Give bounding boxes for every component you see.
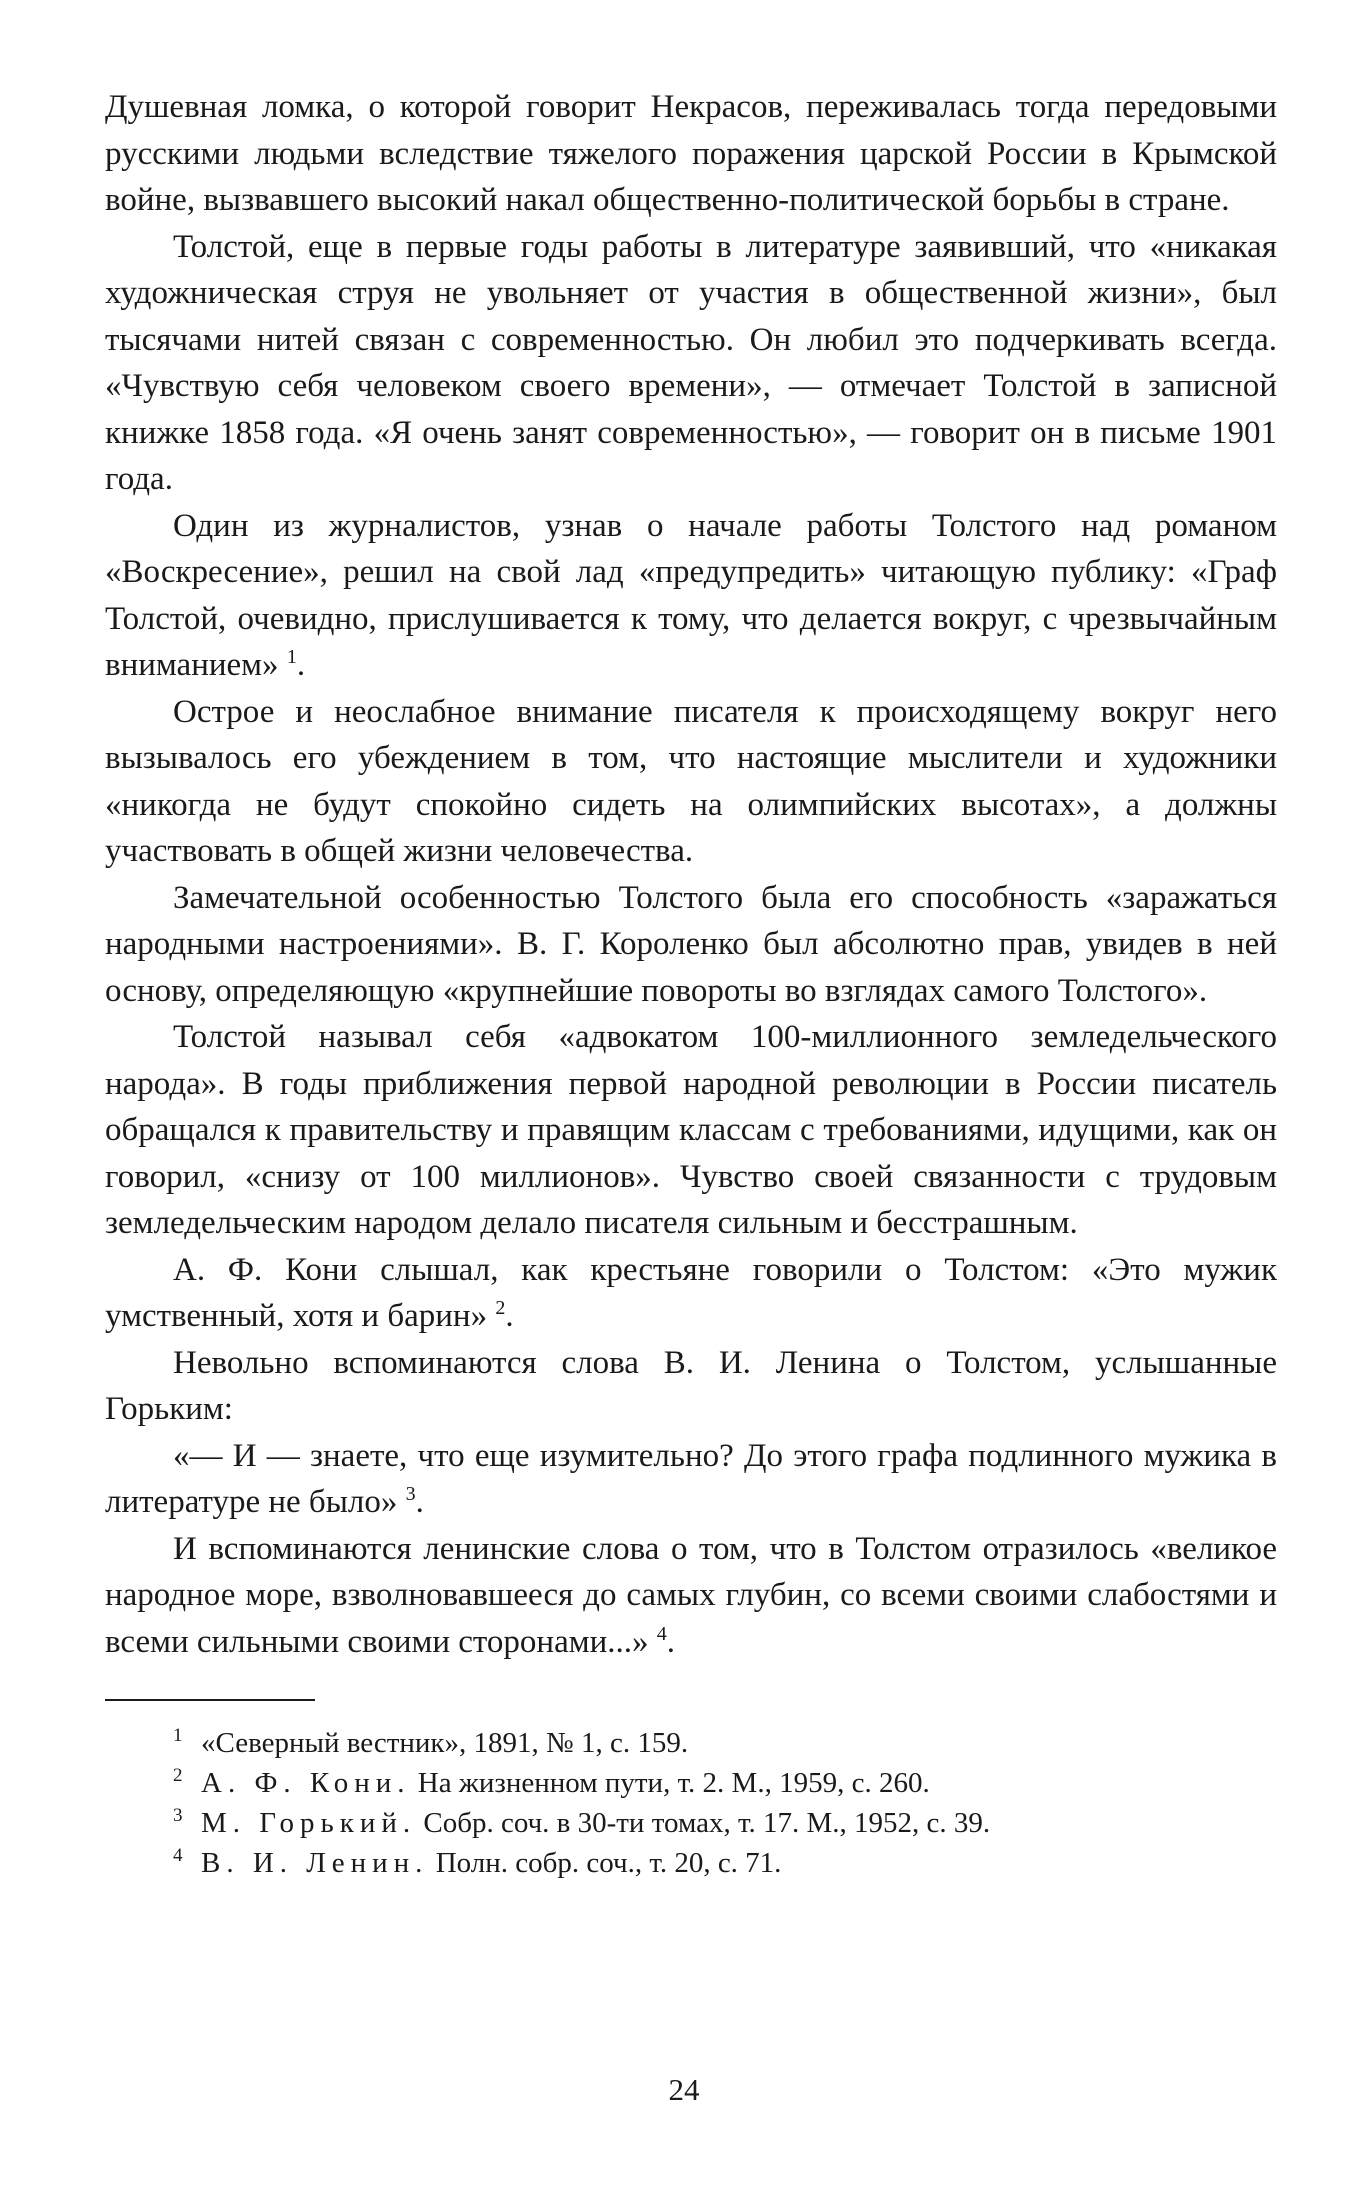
- paragraph-text: Душевная ломка, о которой говорит Некрасов, переживалась тогда передовыми русскими людьми вследствие тяжелого поражения царской России в Крымской войне, вызвавшего высокий накал общественно-политической борьбы в стране.: [105, 89, 1277, 218]
- paragraph-punct: .: [505, 1298, 514, 1334]
- footnote-text: Полн. собр. соч., т. 20, с. 71.: [428, 1847, 782, 1879]
- paragraph-4: [105, 689, 1277, 875]
- page-body: [105, 84, 1277, 1883]
- footnotes: [105, 1723, 1277, 1883]
- footnote-author: М. Горький.: [201, 1807, 417, 1839]
- paragraph-3: [105, 503, 1277, 689]
- footnote-1: 1 «Северный вестник», 1891, № 1, с. 159.: [173, 1725, 689, 1759]
- footnote-ref-3: 3: [405, 1483, 416, 1505]
- paragraph-punct: .: [415, 1484, 424, 1520]
- footnote-2: 2 А. Ф. Кони. На жизненном пути, т. 2. М., 1959, с. 260.: [173, 1765, 930, 1799]
- paragraph-punct: .: [666, 1623, 676, 1660]
- page-number: 24: [668, 2072, 700, 2107]
- paragraph-text: Замечательной особенностью Толстого была его способность «заражаться народными настроениями». В. Г. Короленко был абсолютно прав, увидев в ней основу, определяющую «крупнейшие повороты во взглядах самого Толстого».: [105, 879, 1277, 1009]
- paragraph-text: Острое и неослабное внимание писателя к происходящему вокруг него вызывалось его убеждением в том, что настоящие мыслители и художники «никогда не будут спокойно сидеть на олимпийских высотах», а должны участвовать в общей жизни человечества.: [105, 693, 1277, 869]
- footnote-ref-2: 2: [495, 1297, 506, 1319]
- footnote-ref-4: 4: [656, 1622, 667, 1645]
- paragraph-2: [105, 224, 1277, 503]
- paragraph-text: А. Ф. Кони слышал, как крестьяне говорили о Толстом: «Это мужик умственный, хотя и барин»: [105, 1251, 1277, 1334]
- footnote-3: 3 М. Горький. Собр. соч. в 30-ти томах, т. 17. М., 1952, с. 39.: [173, 1805, 991, 1839]
- paragraph-text: И вспоминаются ленинские слова о том, что в Толстом отразилось «великое народное море, взволновавшееся до самых глубин, со всеми своими слабостями и всеми сильными своими сторонами...»: [105, 1530, 1277, 1660]
- paragraph-text: Толстой, еще в первые годы работы в литературе заявивший, что «никакая художническая струя не увольняет от участия в общественной жизни», был тысячами нитей связан с современностью. Он любил это подчеркивать всегда. «Чувствую себя человеком своего времени», — отмечает Толстой в записной книжке 1858 года. «Я очень занят современностью», — говорит он в письме 1901 года.: [105, 228, 1277, 497]
- footnote-ref-1: 1: [286, 646, 297, 668]
- paragraph-6: [105, 1014, 1277, 1247]
- paragraph-8: [105, 1340, 1277, 1433]
- paragraph-punct: .: [296, 647, 306, 683]
- paragraph-5: [105, 875, 1277, 1015]
- footnote-author: А. Ф. Кони.: [201, 1767, 411, 1799]
- footnote-divider: [105, 1699, 315, 1701]
- paragraph-text: Толстой называл себя «адвокатом 100-миллионного земледельческого народа». В годы приближения первой народной революции в России писатель обращался к правительству и правящим классам с требованиями, идущими, как он говорил, «снизу от 100 миллионов». Чувство своей связанности с трудовым земледельческим народом делало писателя сильным и бесстрашным.: [105, 1019, 1277, 1241]
- footnote-text: Собр. соч. в 30-ти томах, т. 17. М., 1952, с. 39.: [416, 1807, 991, 1839]
- paragraph-9: [105, 1433, 1277, 1526]
- paragraph-text: Один из журналистов, узнав о начале работы Толстого над романом «Воскресение», решил на свой лад «предупредить» читающую публику: «Граф Толстой, очевидно, прислушивается к тому, что делается вокруг, с чрезвычайным вниманием»: [105, 507, 1277, 683]
- footnote-text: На жизненном пути, т. 2. М., 1959, с. 260.: [410, 1767, 930, 1799]
- main-text: [105, 84, 1277, 1665]
- paragraph-text: «— И — знаете, что еще изумительно? До этого графа подлинного мужика в литературе не было»: [105, 1437, 1277, 1520]
- paragraph-text: Невольно вспоминаются слова В. И. Ленина о Толстом, услышанные Горьким:: [105, 1344, 1277, 1427]
- paragraph-1: [105, 84, 1277, 224]
- footnote-author: В. И. Ленин.: [201, 1847, 429, 1879]
- footnote-4: 4 В. И. Ленин. Полн. собр. соч., т. 20, с. 71.: [173, 1845, 782, 1879]
- paragraph-10: [105, 1526, 1277, 1666]
- footnote-text: «Северный вестник», 1891, № 1, с. 159.: [201, 1727, 689, 1759]
- paragraph-7: [105, 1247, 1277, 1340]
